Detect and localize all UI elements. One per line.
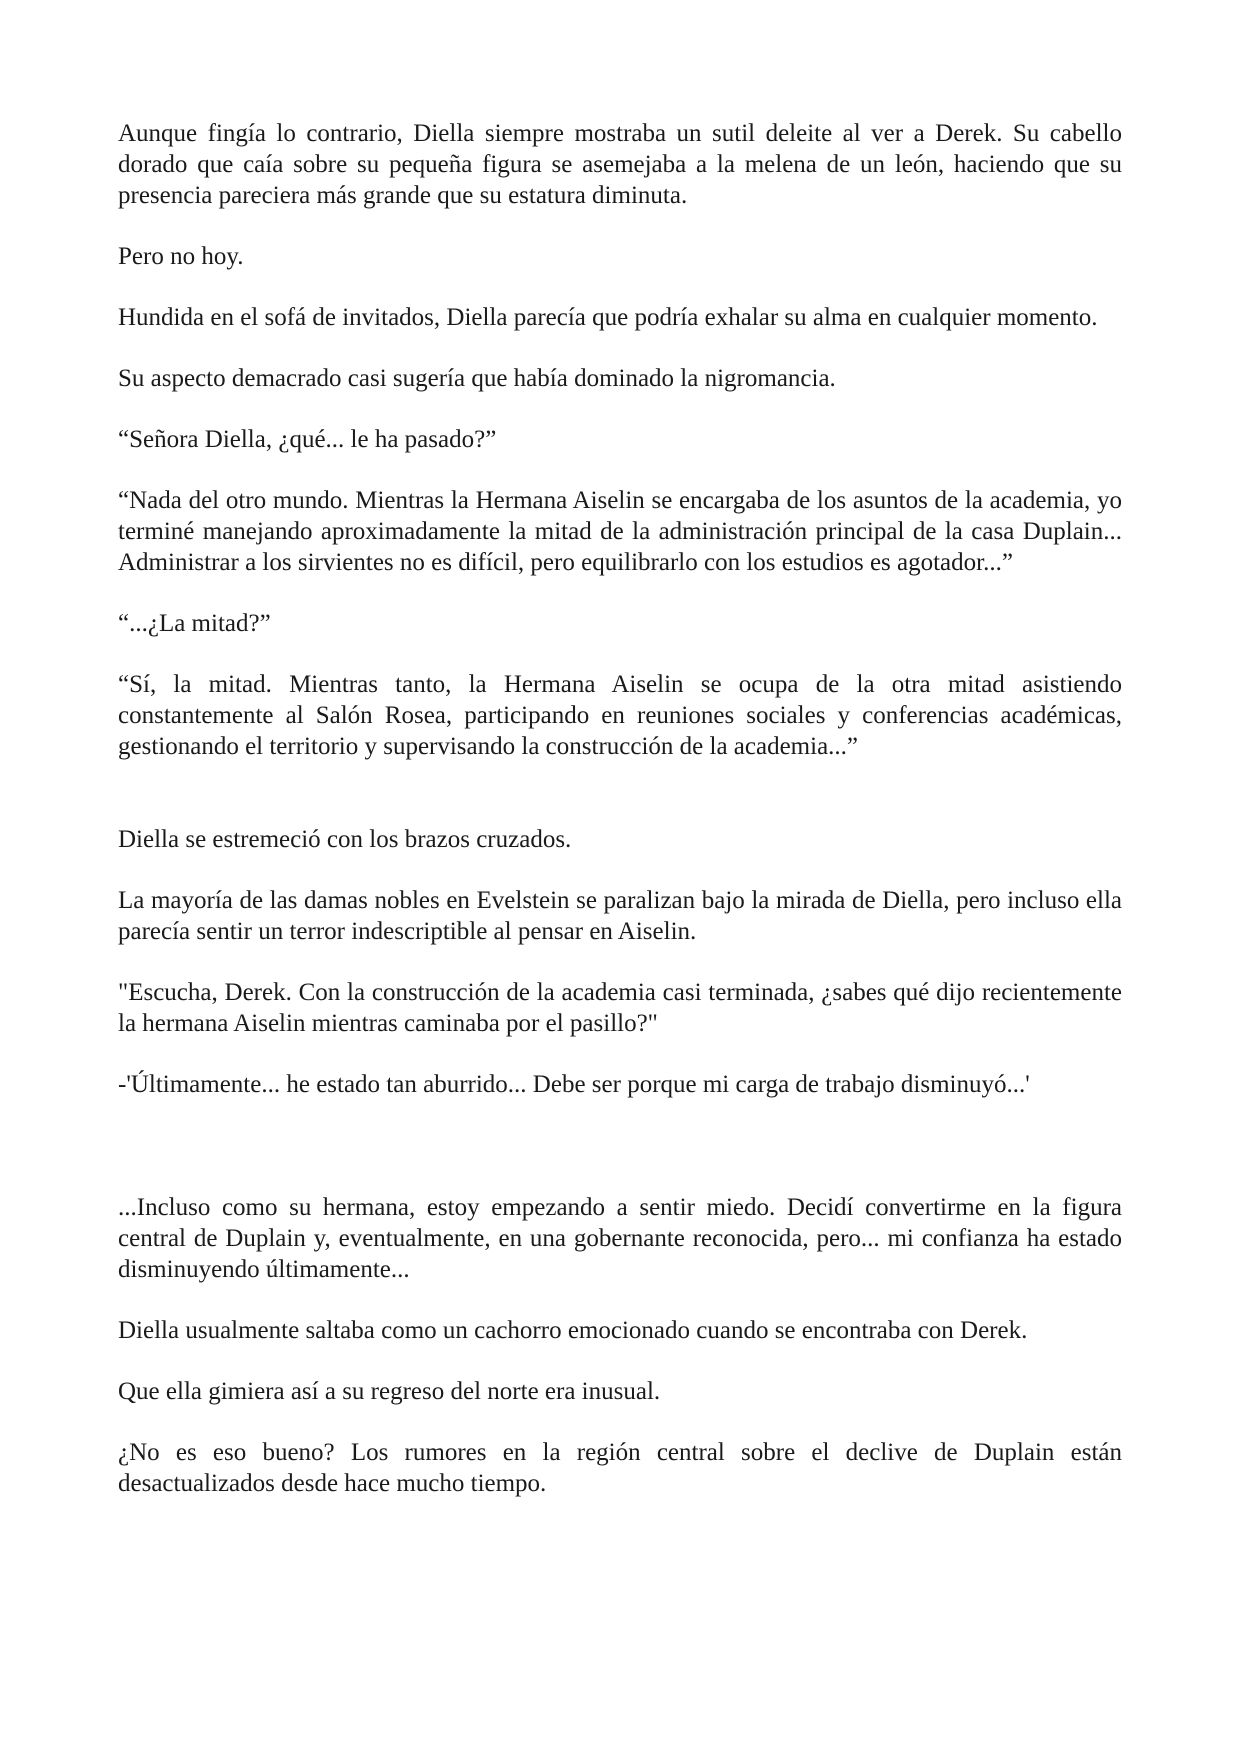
paragraph: Diella usualmente saltaba como un cachorro emocionado cuando se encontraba con Derek. <box>118 1317 1028 1344</box>
paragraph: “...¿La mitad?” <box>118 610 271 637</box>
paragraph: “Nada del otro mundo. Mientras la Hermana Aiselin se encargaba de los asuntos de la academia, yo terminé manejando aproximadamente la mitad de la administración principal de la casa Duplain... Administrar a los sirvientes no es difícil, pero equilibrarlo con los estudios es agotador...” <box>118 487 1122 576</box>
paragraph: “Sí, la mitad. Mientras tanto, la Hermana Aiselin se ocupa de la otra mitad asistiendo constantemente al Salón Rosea, participando en reuniones sociales y conferencias académicas, gestionando el territorio y supervisando la construcción de la academia...” <box>118 671 1122 760</box>
paragraph: La mayoría de las damas nobles en Evelstein se paralizan bajo la mirada de Diella, pero incluso ella parecía sentir un terror indescriptible al pensar en Aiselin. <box>118 887 1122 945</box>
paragraph: -'Últimamente... he estado tan aburrido... Debe ser porque mi carga de trabajo disminuyó...' <box>118 1071 1030 1098</box>
paragraph: Hundida en el sofá de invitados, Diella parecía que podría exhalar su alma en cualquier momento. <box>118 304 1098 331</box>
paragraph: Su aspecto demacrado casi sugería que había dominado la nigromancia. <box>118 365 836 392</box>
paragraph: Pero no hoy. <box>118 243 244 270</box>
document-body <box>118 118 1122 1499</box>
paragraph: ...Incluso como su hermana, estoy empezando a sentir miedo. Decidí convertirme en la figura central de Duplain y, eventualmente, en una gobernante reconocida, pero... mi confianza ha estado disminuyendo últimamente... <box>118 1194 1122 1283</box>
paragraph: Aunque fingía lo contrario, Diella siempre mostraba un sutil deleite al ver a Derek. Su cabello dorado que caía sobre su pequeña figura se asemejaba a la melena de un león, haciendo que su presencia pareciera más grande que su estatura diminuta. <box>118 120 1122 209</box>
paragraph: Que ella gimiera así a su regreso del norte era inusual. <box>118 1378 661 1405</box>
paragraph: "Escucha, Derek. Con la construcción de la academia casi terminada, ¿sabes qué dijo recientemente la hermana Aiselin mientras caminaba por el pasillo?" <box>118 979 1122 1037</box>
paragraph: “Señora Diella, ¿qué... le ha pasado?” <box>118 426 497 453</box>
paragraph: Diella se estremeció con los brazos cruzados. <box>118 826 572 853</box>
paragraph: ¿No es eso bueno? Los rumores en la región central sobre el declive de Duplain están desactualizados desde hace mucho tiempo. <box>118 1439 1122 1497</box>
